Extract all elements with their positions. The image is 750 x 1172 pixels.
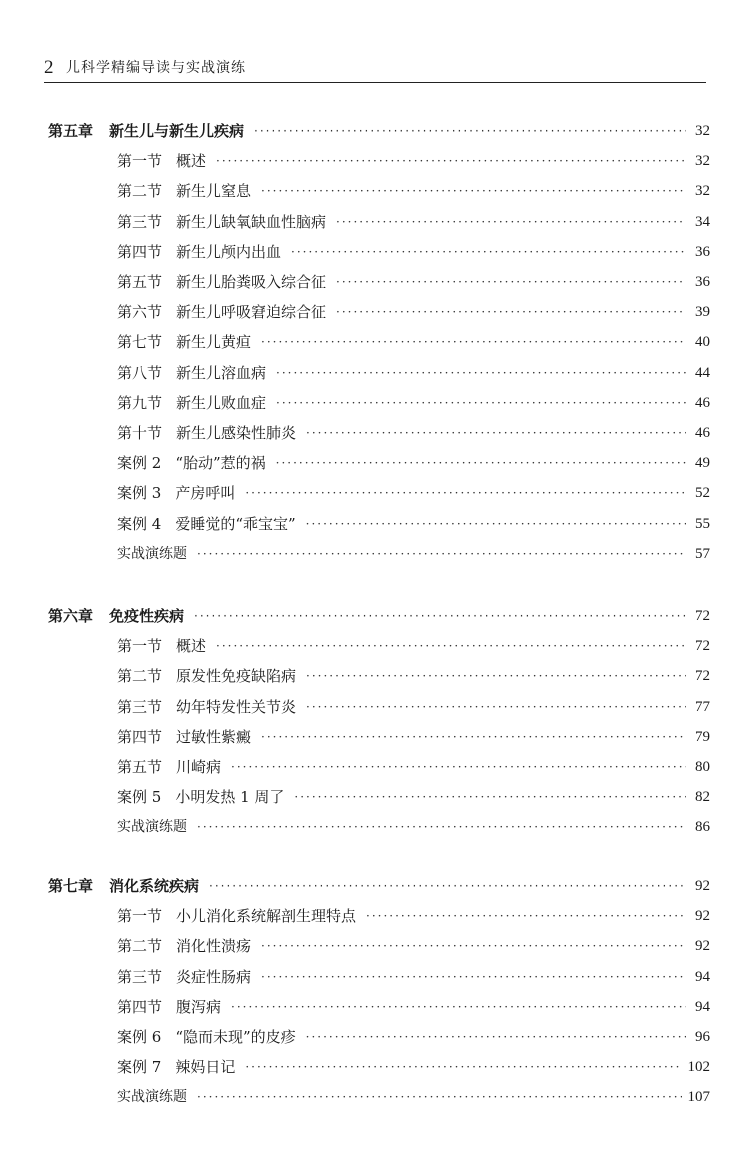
toc-entry[interactable]	[117, 539, 710, 569]
chapter-page: 72	[695, 608, 710, 624]
chapter-number: 第六章	[48, 607, 94, 625]
entry-page: 46	[695, 425, 710, 441]
dot-leader	[261, 722, 686, 752]
toc-chapter[interactable]	[48, 871, 710, 901]
entry-title: 概述	[176, 152, 207, 171]
entry-title: 幼年特发性关节炎	[176, 697, 297, 716]
toc-entry[interactable]	[117, 237, 710, 267]
entry-page: 39	[695, 304, 710, 321]
entry-page: 34	[695, 213, 710, 230]
entry-number: 案例 6	[117, 1028, 162, 1046]
entry-number: 案例 2	[117, 454, 162, 473]
toc-entry[interactable]	[117, 812, 710, 842]
toc-entry[interactable]	[117, 752, 710, 782]
dot-leader	[197, 539, 686, 569]
toc-entry[interactable]	[117, 176, 710, 206]
entry-number: 第四节	[117, 997, 163, 1016]
chapter-page: 32	[695, 123, 710, 139]
entry-page: 55	[695, 515, 710, 532]
dot-leader	[306, 418, 686, 448]
dot-leader	[254, 116, 686, 146]
toc-entry[interactable]	[117, 931, 710, 961]
entry-number: 案例 5	[117, 788, 162, 807]
dot-leader	[197, 1082, 682, 1112]
entry-title: 实战演练题	[117, 545, 187, 562]
toc-entry[interactable]	[117, 207, 710, 237]
entry-title: 炎症性肠病	[176, 967, 252, 986]
entry-title: 小明发热 1 周了	[175, 788, 285, 807]
chapter-title: 新生儿与新生儿疾病	[109, 122, 245, 140]
toc-entry[interactable]	[117, 992, 710, 1022]
entry-number: 第一节	[117, 907, 163, 926]
entry-page: 96	[695, 1029, 710, 1045]
dot-leader	[276, 388, 686, 418]
dot-leader	[336, 267, 686, 297]
dot-leader	[245, 1052, 681, 1082]
entry-title: 新生儿溶血病	[176, 363, 267, 382]
toc-entry[interactable]	[117, 267, 710, 297]
dot-leader	[194, 601, 686, 631]
entry-title: 实战演练题	[117, 1089, 187, 1106]
entry-title: 新生儿缺氧缺血性脑病	[176, 212, 327, 231]
toc-chapter[interactable]	[48, 601, 710, 631]
dot-leader	[276, 358, 686, 388]
toc-entry[interactable]	[117, 1052, 710, 1082]
entry-number: 第八节	[117, 363, 163, 382]
entry-page: 86	[695, 819, 710, 836]
toc-entry[interactable]	[117, 901, 710, 931]
toc-entry[interactable]	[117, 388, 710, 418]
entry-number: 第三节	[117, 212, 163, 231]
entry-number: 案例 4	[117, 514, 162, 533]
entry-number: 第五节	[117, 758, 163, 776]
entry-number: 第一节	[117, 152, 163, 171]
entry-page: 107	[687, 1089, 710, 1106]
entry-page: 94	[695, 998, 710, 1015]
entry-page: 57	[695, 545, 710, 562]
toc-entry[interactable]	[117, 448, 710, 478]
entry-page: 92	[695, 938, 710, 955]
dot-leader	[336, 207, 686, 237]
entry-number: 第三节	[117, 697, 163, 716]
entry-title: 新生儿窒息	[176, 182, 252, 201]
entry-number: 第一节	[117, 637, 163, 656]
dot-leader	[261, 931, 686, 961]
toc-entry[interactable]	[117, 478, 710, 508]
entry-page: 40	[695, 334, 710, 351]
chapter-page: 92	[695, 878, 710, 894]
entry-title: “隐而未现”的皮疹	[175, 1028, 296, 1046]
toc-entry[interactable]	[117, 327, 710, 357]
entry-title: 消化性溃疡	[176, 937, 252, 956]
entry-page: 72	[695, 668, 710, 685]
entry-number: 第六节	[117, 303, 163, 322]
entry-number: 第二节	[117, 937, 163, 956]
toc-entry[interactable]	[117, 692, 710, 722]
entry-title: 爱睡觉的“乖宝宝”	[175, 514, 296, 533]
dot-leader	[197, 812, 686, 842]
dot-leader	[216, 146, 686, 176]
entry-page: 77	[695, 698, 710, 715]
entry-title: 腹泻病	[176, 997, 222, 1016]
toc-entry[interactable]	[117, 418, 710, 448]
entry-page: 92	[695, 908, 710, 925]
toc-entry[interactable]	[117, 962, 710, 992]
entry-title: 原发性免疫缺陷病	[176, 667, 297, 686]
dot-leader	[261, 962, 686, 992]
dot-leader	[306, 509, 686, 539]
dot-leader	[306, 692, 686, 722]
entry-title: 过敏性紫癜	[176, 727, 252, 746]
entry-title: 新生儿感染性肺炎	[176, 424, 297, 442]
dot-leader	[231, 992, 686, 1022]
entry-page: 94	[695, 968, 710, 985]
entry-page: 46	[695, 394, 710, 411]
entry-page: 82	[695, 789, 710, 806]
entry-page: 44	[695, 364, 710, 381]
entry-number: 第十节	[117, 424, 163, 442]
chapter-title: 免疫性疾病	[109, 607, 185, 625]
toc-entry[interactable]	[117, 297, 710, 327]
entry-title: 新生儿颅内出血	[176, 242, 282, 261]
entry-number: 第五节	[117, 273, 163, 291]
running-title: 儿科学精编导读与实战演练	[66, 60, 246, 76]
toc-entry[interactable]	[117, 782, 710, 812]
entry-page: 36	[695, 243, 710, 260]
entry-page: 49	[695, 455, 710, 472]
toc-entry[interactable]	[117, 1082, 710, 1112]
dot-leader	[306, 661, 686, 691]
dot-leader	[366, 901, 686, 931]
entry-page: 36	[695, 274, 710, 290]
dot-leader	[209, 871, 686, 901]
chapter-title: 消化系统疾病	[109, 877, 200, 895]
toc-entry[interactable]	[117, 661, 710, 691]
running-header	[44, 56, 706, 83]
entry-number: 第七节	[117, 333, 163, 352]
entry-title: “胎动”惹的祸	[175, 454, 266, 473]
page-number: 2	[44, 57, 54, 78]
toc-chapter[interactable]	[48, 116, 710, 146]
entry-title: 新生儿胎粪吸入综合征	[176, 273, 327, 291]
entry-page: 32	[695, 153, 710, 170]
chapter-number: 第七章	[48, 877, 94, 895]
entry-page: 79	[695, 728, 710, 745]
toc-entry[interactable]	[117, 631, 710, 661]
dot-leader	[306, 1022, 686, 1052]
dot-leader	[216, 631, 686, 661]
chapter-number: 第五章	[48, 122, 94, 140]
toc-entry[interactable]	[117, 1022, 710, 1052]
dot-leader	[261, 327, 686, 357]
entry-title: 川崎病	[176, 758, 222, 776]
entry-page: 52	[695, 485, 710, 502]
entry-page: 80	[695, 759, 710, 775]
entry-number: 第二节	[117, 667, 163, 686]
entry-title: 新生儿黄疸	[176, 333, 252, 352]
entry-title: 实战演练题	[117, 819, 187, 836]
dot-leader	[276, 448, 686, 478]
entry-page: 102	[687, 1059, 710, 1076]
dot-leader	[336, 297, 686, 327]
entry-title: 产房呼叫	[175, 484, 236, 503]
entry-page: 32	[695, 183, 710, 200]
toc-entry[interactable]	[117, 509, 710, 539]
dot-leader	[245, 478, 686, 508]
entry-number: 第四节	[117, 727, 163, 746]
entry-number: 案例 7	[117, 1058, 162, 1077]
entry-page: 72	[695, 638, 710, 655]
entry-title: 新生儿败血症	[176, 393, 267, 412]
entry-number: 案例 3	[117, 484, 162, 503]
entry-number: 第四节	[117, 242, 163, 261]
entry-number: 第三节	[117, 967, 163, 986]
toc-entry[interactable]	[117, 358, 710, 388]
entry-title: 概述	[176, 637, 207, 656]
entry-number: 第二节	[117, 182, 163, 201]
dot-leader	[231, 752, 686, 782]
toc-entry[interactable]	[117, 722, 710, 752]
entry-number: 第九节	[117, 393, 163, 412]
toc-entry[interactable]	[117, 146, 710, 176]
dot-leader	[261, 176, 686, 206]
entry-title: 新生儿呼吸窘迫综合征	[176, 303, 327, 322]
dot-leader	[291, 237, 686, 267]
entry-title: 小儿消化系统解剖生理特点	[176, 907, 357, 926]
dot-leader	[294, 782, 686, 812]
entry-title: 辣妈日记	[175, 1058, 236, 1077]
